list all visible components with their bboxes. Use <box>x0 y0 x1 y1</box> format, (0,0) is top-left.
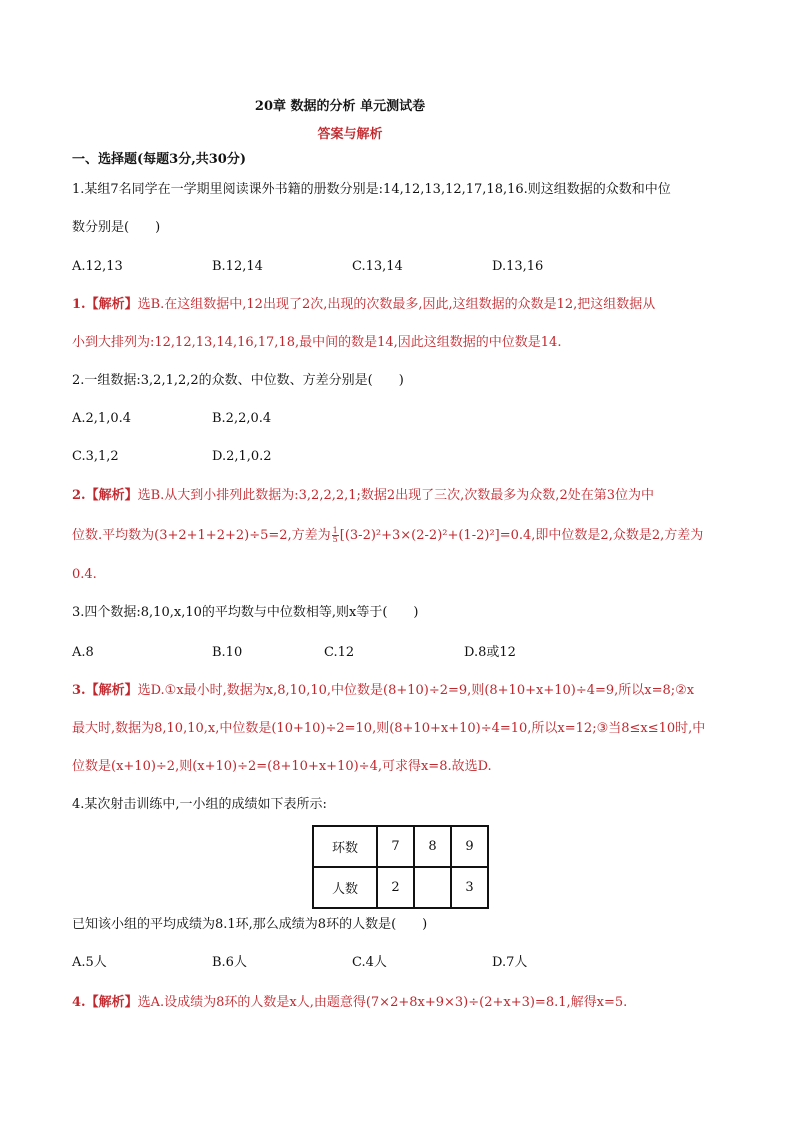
answer-3-text: 选D.①x最小时,数据为x,8,10,10,中位数是(8+10)÷2=9,则(8+10+x+10)÷4=9,所以x=8;②x <box>137 683 695 698</box>
question-1-line-2: 数分别是( ) <box>72 220 161 235</box>
answer-2-line-1 <box>72 488 654 504</box>
q1-option-c: C.13,14 <box>352 259 403 274</box>
answer-4-tag: 4.【解析】 <box>72 995 138 1010</box>
answer-1-line-1 <box>72 297 655 313</box>
table-row <box>313 867 488 908</box>
score-table <box>312 825 489 909</box>
q4-option-b: B.6人 <box>212 955 247 970</box>
section-heading: 一、选择题(每题3分,共30分) <box>72 152 246 167</box>
question-4: 4.某次射击训练中,一小组的成绩如下表所示: <box>72 797 327 812</box>
fraction-numerator: 1 <box>332 526 338 535</box>
q4-option-d: D.7人 <box>492 955 528 970</box>
table-cell: 2 <box>377 867 414 908</box>
table-cell: 7 <box>377 826 414 867</box>
answer-4-text: 选A.设成绩为8环的人数是x人,由题意得(7×2+8x+9×3)÷(2+x+3)=8.1,解得x=5. <box>137 995 628 1010</box>
document-subtitle: 答案与解析 <box>317 127 383 142</box>
answer-2-text: 选B.从大到小排列此数据为:3,2,2,2,1;数据2出现了三次,次数最多为众数,2处在第3位为中 <box>137 488 654 503</box>
q1-option-d: D.13,16 <box>492 259 544 274</box>
q4-option-c: C.4人 <box>352 955 387 970</box>
q2-option-c: C.3,1,2 <box>72 449 119 464</box>
answer-3-tag: 3.【解析】 <box>72 683 138 698</box>
answer-1-tag: 1.【解析】 <box>72 297 138 312</box>
q3-option-a: A.8 <box>72 645 94 660</box>
answer-2-line-3: 0.4. <box>72 567 97 582</box>
answer-3-line-1 <box>72 683 694 699</box>
table-cell: 9 <box>451 826 488 867</box>
document-title: 20章 数据的分析 单元测试卷 <box>254 99 426 114</box>
q2-option-b: B.2,2,0.4 <box>212 411 272 426</box>
answer-3-line-2: 最大时,数据为8,10,10,x,中位数是(10+10)÷2=10,则(8+10+x+10)÷4=10,所以x=12;③当8≤x≤10时,中 <box>72 721 706 736</box>
table-cell: 人数 <box>313 867 377 908</box>
q4-option-a: A.5人 <box>72 955 107 970</box>
table-cell: 8 <box>414 826 451 867</box>
q1-option-a: A.12,13 <box>72 259 123 274</box>
question-4-followup: 已知该小组的平均成绩为8.1环,那么成绩为8环的人数是( ) <box>72 917 428 932</box>
q2-option-a: A.2,1,0.4 <box>72 411 132 426</box>
q3-option-c: C.12 <box>324 645 355 660</box>
q3-option-d: D.8或12 <box>464 645 516 660</box>
q1-option-b: B.12,14 <box>212 259 263 274</box>
answer-4-line-1 <box>72 995 627 1011</box>
answer-2-text-a: 位数.平均数为(3+2+1+2+2)÷5=2,方差为 <box>72 528 331 543</box>
question-3: 3.四个数据:8,10,x,10的平均数与中位数相等,则x等于( ) <box>72 605 419 620</box>
q3-option-b: B.10 <box>212 645 243 660</box>
table-cell <box>414 867 451 908</box>
table-cell: 环数 <box>313 826 377 867</box>
fraction-denominator: 5 <box>332 535 338 544</box>
table-row <box>313 826 488 867</box>
question-1-line-1: 1.某组7名同学在一学期里阅读课外书籍的册数分别是:14,12,13,12,17,18,16.则这组数据的众数和中位 <box>72 182 671 197</box>
answer-2-tag: 2.【解析】 <box>72 488 138 503</box>
question-2: 2.一组数据:3,2,1,2,2的众数、中位数、方差分别是( ) <box>72 373 404 388</box>
table-cell: 3 <box>451 867 488 908</box>
answer-3-line-3: 位数是(x+10)÷2,则(x+10)÷2=(8+10+x+10)÷4,可求得x=8.故选D. <box>72 759 492 774</box>
answer-1-text: 选B.在这组数据中,12出现了2次,出现的次数最多,因此,这组数据的众数是12,把这组数据从 <box>137 297 656 312</box>
fraction-one-fifth <box>332 527 339 544</box>
q2-option-d: D.2,1,0.2 <box>212 449 272 464</box>
answer-2-line-2 <box>72 527 703 544</box>
answer-1-line-2: 小到大排列为:12,12,13,14,16,17,18,最中间的数是14,因此这组数据的中位数是14. <box>72 335 562 350</box>
answer-2-text-b: [(3-2)²+3×(2-2)²+(1-2)²]=0.4,即中位数是2,众数是2,方差为 <box>339 528 704 543</box>
